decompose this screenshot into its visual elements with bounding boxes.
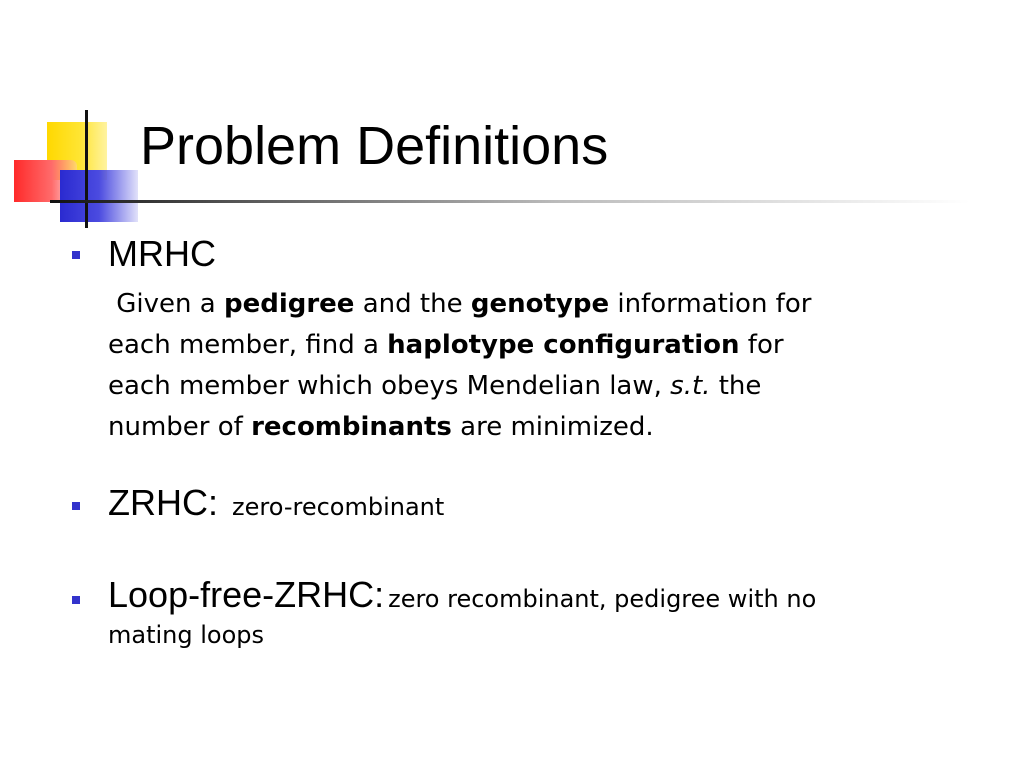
term-haplotype-configuration: haplotype configuration [387, 330, 740, 360]
title-underline [50, 200, 970, 203]
bullet-square-icon [72, 502, 80, 510]
item-heading-zrhc: ZRHC: zero-recombinant [108, 482, 445, 523]
item-heading-mrhc: MRHC [108, 233, 216, 274]
term-genotype: genotype [470, 289, 610, 319]
loop-free-zrhc-detail-continued: mating loops [108, 621, 265, 649]
item-heading-loop-free-zrhc: Loop-free-ZRHC: zero recombinant, pedigree with no [108, 574, 817, 615]
logo-blue-square [60, 170, 138, 222]
term-recombinants: recombinants [251, 412, 452, 442]
bullet-square-icon [72, 251, 80, 259]
mrhc-description: Given a pedigree and the genotype information for each member, find a haplotype configuration for each member which obeys Mendelian law, s.t. the number of recombinants are minimized. [108, 289, 812, 442]
term-st: s.t. [670, 371, 711, 401]
loop-free-zrhc-detail: zero recombinant, pedigree with no [388, 585, 817, 613]
term-pedigree: pedigree [223, 289, 355, 319]
slide-title: Problem Definitions [140, 116, 609, 176]
zrhc-detail: zero-recombinant [232, 493, 445, 521]
bullet-square-icon [72, 596, 80, 604]
logo-vertical-line [85, 110, 88, 228]
